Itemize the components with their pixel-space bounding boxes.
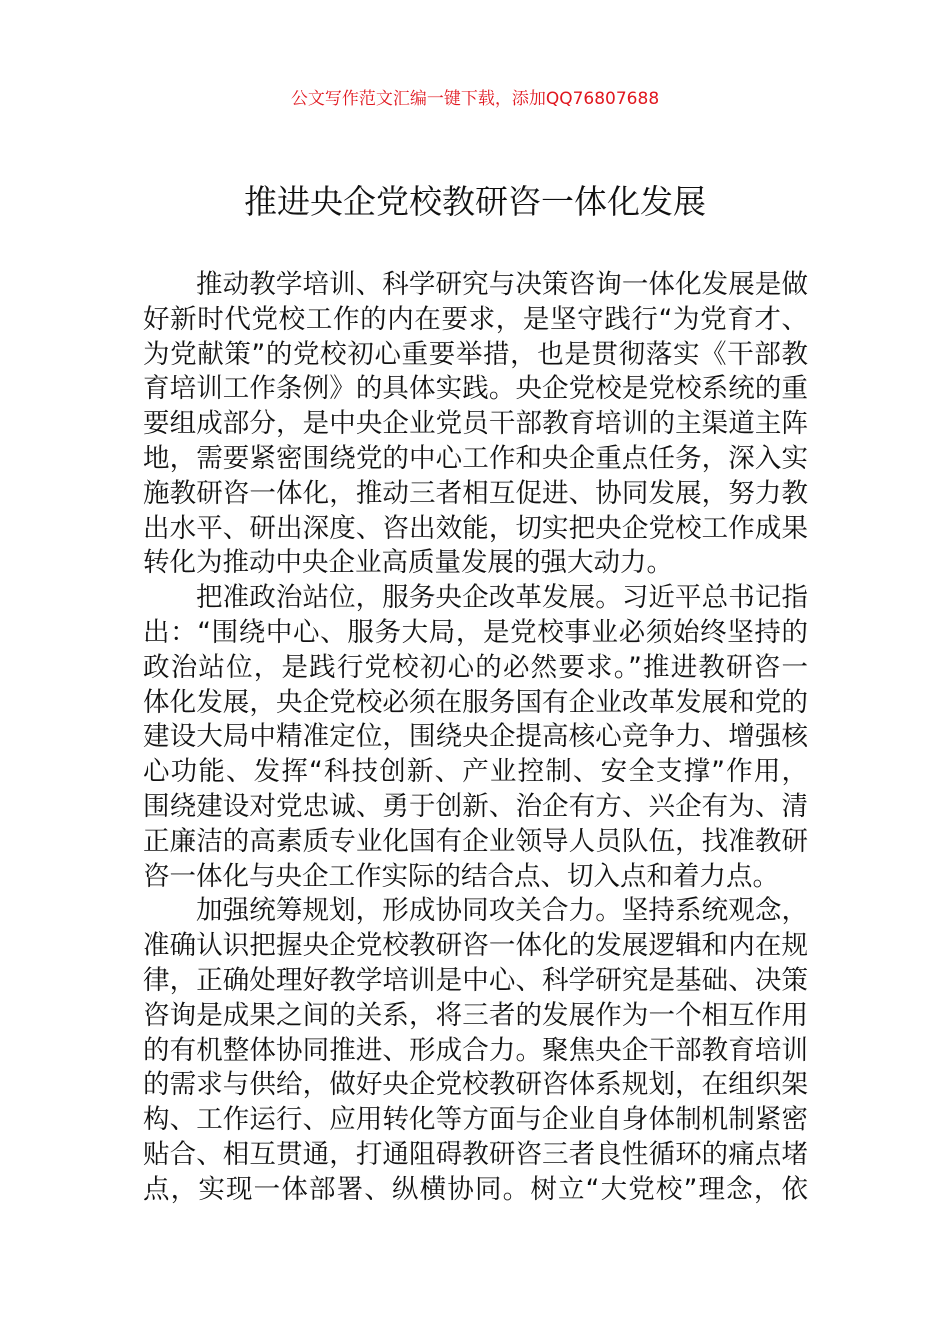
text-line: 的需求与供给，做好央企党校教研咨体系规划，在组织架 bbox=[143, 1069, 808, 1101]
text-line: 正廉洁的高素质专业化国有企业领导人员队伍，找准教研 bbox=[143, 825, 808, 857]
paragraph-1 bbox=[143, 268, 808, 581]
text-line: 心功能、发挥“科技创新、产业控制、安全支撑”作用， bbox=[143, 756, 808, 788]
text-line: 转化为推动中央企业高质量发展的强大动力。 bbox=[143, 547, 673, 579]
text-line: 加强统筹规划，形成协同攻关合力。坚持系统观念， bbox=[196, 895, 808, 927]
text-line: 构、工作运行、应用转化等方面与企业自身体制机制紧密 bbox=[143, 1104, 808, 1136]
document-title: 推进央企党校教研咨一体化发展 bbox=[244, 182, 706, 221]
text-line: 育培训工作条例》的具体实践。央企党校是党校系统的重 bbox=[143, 373, 808, 405]
text-line: 咨询是成果之间的关系，将三者的发展作为一个相互作用 bbox=[143, 999, 808, 1031]
document-body bbox=[143, 268, 808, 1208]
text-line: 好新时代党校工作的内在要求，是坚守践行“为党育才、 bbox=[143, 303, 808, 335]
text-line: 把准政治站位，服务央企改革发展。习近平总书记指 bbox=[196, 582, 808, 614]
text-line: 围绕建设对党忠诚、勇于创新、治企有方、兴企有为、清 bbox=[143, 790, 808, 822]
paragraph-3 bbox=[143, 894, 808, 1207]
text-line: 体化发展，央企党校必须在服务国有企业改革发展和党的 bbox=[143, 686, 808, 718]
text-line: 咨一体化与央企工作实际的结合点、切入点和着力点。 bbox=[143, 860, 779, 892]
text-line: 要组成部分，是中央企业党员干部教育培训的主渠道主阵 bbox=[143, 408, 808, 440]
text-line: 建设大局中精准定位，围绕央企提高核心竞争力、增强核 bbox=[143, 721, 808, 753]
text-line: 地，需要紧密围绕党的中心工作和央企重点任务，深入实 bbox=[143, 442, 808, 474]
text-line: 律，正确处理好教学培训是中心、科学研究是基础、决策 bbox=[143, 964, 808, 996]
text-line: 施教研咨一体化，推动三者相互促进、协同发展，努力教 bbox=[143, 477, 808, 509]
text-line: 点，实现一体部署、纵横协同。树立“大党校”理念，依 bbox=[143, 1173, 808, 1205]
paragraph-2 bbox=[143, 581, 808, 894]
text-line: 政治站位，是践行党校初心的必然要求。”推进教研咨一 bbox=[143, 651, 808, 683]
text-line: 贴合、相互贯通，打通阻碍教研咨三者良性循环的痛点堵 bbox=[143, 1138, 808, 1170]
text-line: 出水平、研出深度、咨出效能，切实把央企党校工作成果 bbox=[143, 512, 808, 544]
download-notice-header: 公文写作范文汇编一键下载，添加QQ76807688 bbox=[290, 89, 660, 109]
text-line: 为党献策”的党校初心重要举措，也是贯彻落实《干部教 bbox=[143, 338, 808, 370]
text-line: 推动教学培训、科学研究与决策咨询一体化发展是做 bbox=[196, 269, 808, 300]
text-line: 准确认识把握央企党校教研咨一体化的发展逻辑和内在规 bbox=[143, 930, 808, 962]
text-line: 出：“围绕中心、服务大局，是党校事业必须始终坚持的 bbox=[143, 616, 808, 648]
text-line: 的有机整体协同推进、形成合力。聚焦央企干部教育培训 bbox=[143, 1034, 808, 1066]
